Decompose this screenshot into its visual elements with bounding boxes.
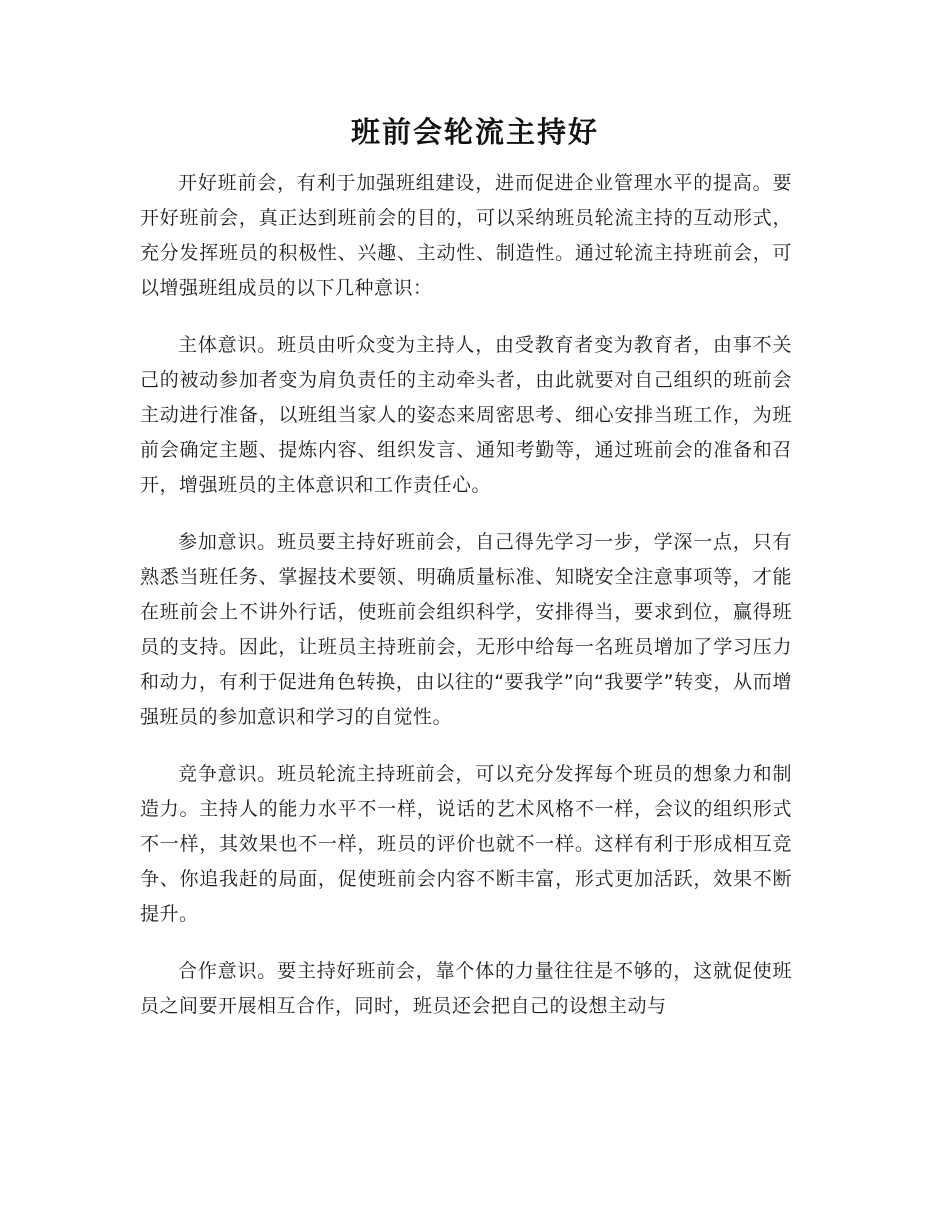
document-title: 班前会轮流主持好 xyxy=(350,115,599,149)
document-body xyxy=(140,166,792,1046)
paragraph-subject-awareness: 主体意识。班员由听众变为主持人，由受教育者变为教育者，由事不关己的被动参加者变为肩负责任的主动牵头者，由此就要对自己组织的班前会主动进行准备，以班组当家人的姿态来周密思考、细心安排当班工作，为班前会确定主题、提炼内容、组织发言、通知考勤等，通过班前会的准备和召开，增强班员的主体意识和工作责任心。 xyxy=(140,334,792,496)
paragraph-participation-awareness: 参加意识。班员要主持好班前会，自己得先学习一步，学深一点，只有熟悉当班任务、掌握技术要领、明确质量标准、知晓安全注意事项等，才能在班前会上不讲外行话，使班前会组织科学，安排得当，要求到位，赢得班员的支持。因此，让班员主持班前会，无形中给每一名班员增加了学习压力和动力，有利于促进角色转换，由以往的“要我学”向“我要学”转变，从而增强班员的参加意识和学习的自觉性。 xyxy=(140,531,792,728)
paragraph-cooperation-awareness: 合作意识。要主持好班前会，靠个体的力量往往是不够的，这就促使班员之间要开展相互合作，同时，班员还会把自己的设想主动与 xyxy=(140,960,792,1017)
paragraph-competition-awareness: 竞争意识。班员轮流主持班前会，可以充分发挥每个班员的想象力和制造力。主持人的能力水平不一样，说话的艺术风格不一样，会议的组织形式不一样，其效果也不一样，班员的评价也就不一样。这样有利于形成相互竞争、你追我赶的局面，促使班前会内容不断丰富，形式更加活跃，效果不断提升。 xyxy=(140,763,792,925)
paragraph-intro: 开好班前会，有利于加强班组建设，进而促进企业管理水平的提高。要开好班前会，真正达到班前会的目的，可以采纳班员轮流主持的互动形式，充分发挥班员的积极性、兴趣、主动性、制造性。通过轮流主持班前会，可以增强班组成员的以下几种意识： xyxy=(140,172,792,299)
